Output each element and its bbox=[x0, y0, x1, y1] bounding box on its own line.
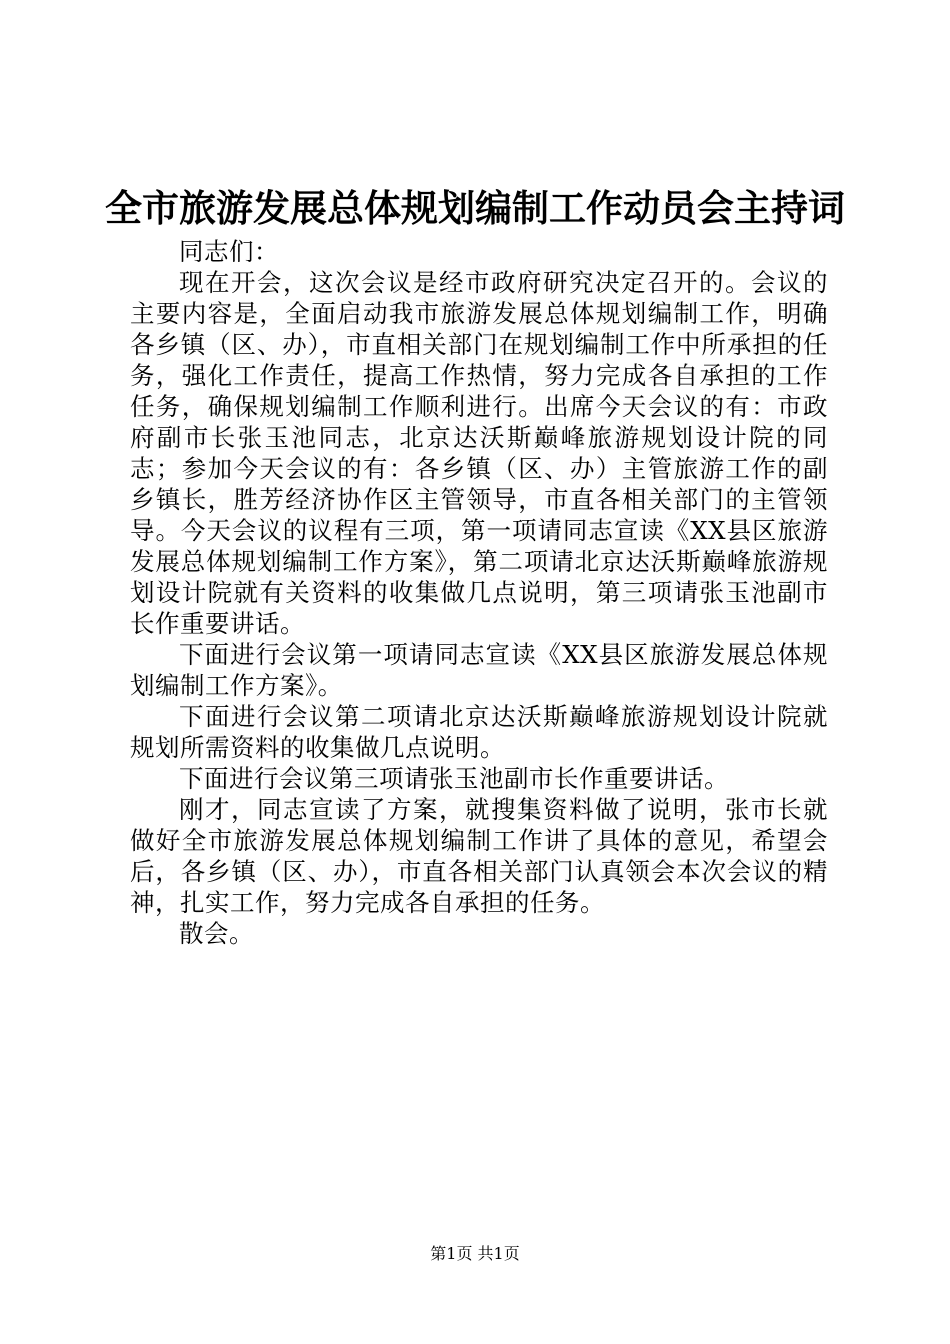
page-footer bbox=[0, 1243, 950, 1265]
paragraph-opening: 现在开会，这次会议是经市政府研究决定召开的。会议的主要内容是，全面启动我市旅游发展总体规划编制工作，明确各乡镇（区、办），市直相关部门在规划编制工作中所承担的任务，强化工作责任，提高工作热情，努力完成各自承担的工作任务，确保规划编制工作顺利进行。出席今天会议的有：市政府副市长张玉池同志，北京达沃斯巅峰旅游规划设计院的同志；参加今天会议的有：各乡镇（区、办）主管旅游工作的副乡镇长，胜芳经济协作区主管领导，市直各相关部门的主管领导。今天会议的议程有三项，第一项请同志宣读《XX县区旅游发展总体规划编制工作方案》，第二项请北京达沃斯巅峰旅游规划设计院就有关资料的收集做几点说明，第三项请张玉池副市长作重要讲话。 bbox=[130, 268, 828, 638]
paragraph-salutation: 同志们： bbox=[179, 237, 279, 266]
page-total: 共1页 bbox=[477, 1244, 520, 1263]
paragraph-agenda-item-3: 下面进行会议第三项请张玉池副市长作重要讲话。 bbox=[179, 764, 729, 793]
document-body bbox=[130, 236, 828, 949]
page-number: 第1页 bbox=[430, 1244, 473, 1263]
document-title: 全市旅游发展总体规划编制工作动员会主持词 bbox=[105, 187, 845, 230]
paragraph-summary: 刚才，同志宣读了方案，就搜集资料做了说明，张市长就做好全市旅游发展总体规划编制工作讲了具体的意见，希望会后，各乡镇（区、办），市直各相关部门认真领会本次会议的精神，扎实工作，努力完成各自承担的任务。 bbox=[130, 795, 828, 917]
paragraph-closing: 散会。 bbox=[179, 919, 254, 948]
paragraph-agenda-item-1: 下面进行会议第一项请同志宣读《XX县区旅游发展总体规划编制工作方案》。 bbox=[130, 640, 828, 700]
paragraph-agenda-item-2: 下面进行会议第二项请北京达沃斯巅峰旅游规划设计院就规划所需资料的收集做几点说明。 bbox=[130, 702, 828, 762]
